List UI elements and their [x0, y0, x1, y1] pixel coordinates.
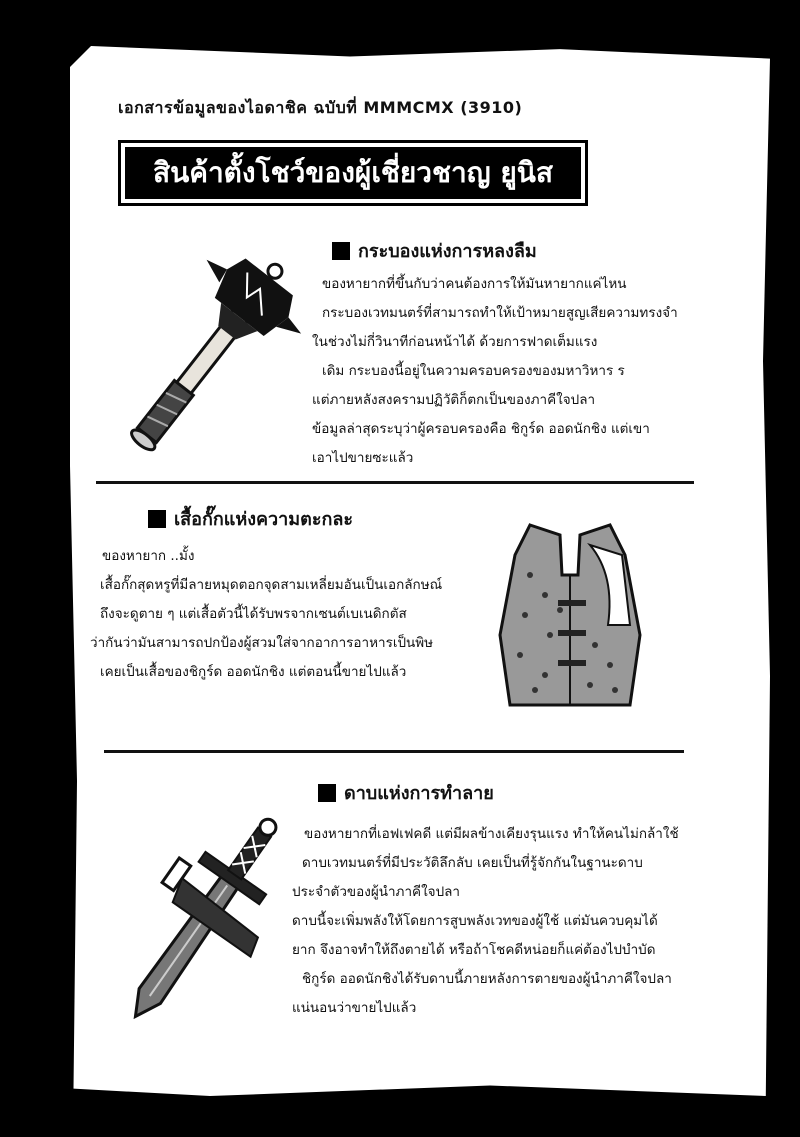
- text-line: ดาบนี้จะเพิ่มพลังให้โดยการสูบพลังเวทของผู้ใช้ แต่มันควบคุมได้: [292, 913, 658, 929]
- section-title-mace: กระบองแห่งการหลงลืม: [332, 236, 537, 265]
- vest-icon: [490, 515, 650, 715]
- section-title-sword: ดาบแห่งการทำลาย: [318, 778, 494, 807]
- text-line: แน่นอนว่าขายไปแล้ว: [292, 1000, 417, 1016]
- text-line: เคยเป็นเสื้อของชิกูร์ด ออดนักชิง แต่ตอนนี้ขายไปแล้ว: [100, 664, 407, 680]
- square-bullet-icon: [148, 510, 166, 528]
- title-banner: [118, 140, 588, 206]
- text-line: ของหายากที่ขึ้นกับว่าคนต้องการให้มันหายากแค่ไหน: [322, 276, 627, 292]
- mace-icon: [120, 240, 320, 450]
- sword-icon: [95, 785, 325, 1035]
- section-body-vest: [90, 542, 442, 687]
- text-line: ยาก จึงอาจทำให้ถึงตายได้ หรือถ้าโชคดีหน่อยก็แค่ต้องไปบำบัด: [292, 942, 656, 958]
- section-title-vest: เสื้อกั๊กแห่งความตะกละ: [148, 504, 353, 533]
- text-line: ว่ากันว่ามันสามารถปกป้องผู้สวมใส่จากอาการอาหารเป็นพิษ: [90, 635, 434, 651]
- text-line: ข้อมูลล่าสุดระบุว่าผู้ครอบครองคือ ชิกูร์ด ออดนักชิง แต่เขา: [312, 421, 650, 437]
- square-bullet-icon: [332, 242, 350, 260]
- section-divider: [96, 481, 694, 484]
- text-line: ในช่วงไม่กี่วินาทีก่อนหน้าได้ ด้วยการฟาดเต็มแรง: [312, 334, 598, 350]
- text-line: ถึงจะดูตาย ๆ แต่เสื้อตัวนี้ได้รับพรจากเซนต์เบเนดิกตัส: [100, 606, 407, 622]
- text-line: กระบองเวทมนตร์ที่สามารถทำให้เป้าหมายสูญเสียความทรงจำ: [322, 305, 678, 321]
- text-line: เดิม กระบองนี้อยู่ในความครอบครองของมหาวิหาร ร: [322, 363, 625, 379]
- text-line: แต่ภายหลังสงครามปฏิวัติก็ตกเป็นของภาคีใจปลา: [312, 392, 596, 408]
- square-bullet-icon: [318, 784, 336, 802]
- document-header: เอกสารข้อมูลของไอดาชิค ฉบับที่ MMMCMX (3910): [118, 98, 523, 117]
- section-divider: [104, 750, 684, 753]
- text-line: เสื้อกั๊กสุดหรูที่มีลายหมุดตอกจุดสามเหลี่ยมอันเป็นเอกลักษณ์: [100, 577, 443, 593]
- section-body-sword: [292, 820, 679, 1023]
- text-line: ดาบเวทมนตร์ที่มีประวัติลึกลับ เคยเป็นที่รู้จักกันในฐานะดาบ: [302, 855, 643, 871]
- text-line: เอาไปขายซะแล้ว: [312, 450, 414, 466]
- text-line: ของหายากที่เอฟเฟคดี แต่มีผลข้างเคียงรุนแรง ทำให้คนไม่กล้าใช้: [304, 826, 679, 842]
- text-line: ชิกูร์ด ออดนักชิงได้รับดาบนี้ภายหลังการตายของผู้นำภาคีใจปลา: [302, 971, 672, 987]
- text-line: ของหายาก ..มั้ง: [102, 548, 195, 564]
- text-line: ประจำตัวของผู้นำภาคีใจปลา: [292, 884, 460, 900]
- page-title: สินค้าตั้งโชว์ของผู้เชี่ยวชาญ ยูนิส: [125, 147, 581, 199]
- section-body-mace: [312, 270, 678, 473]
